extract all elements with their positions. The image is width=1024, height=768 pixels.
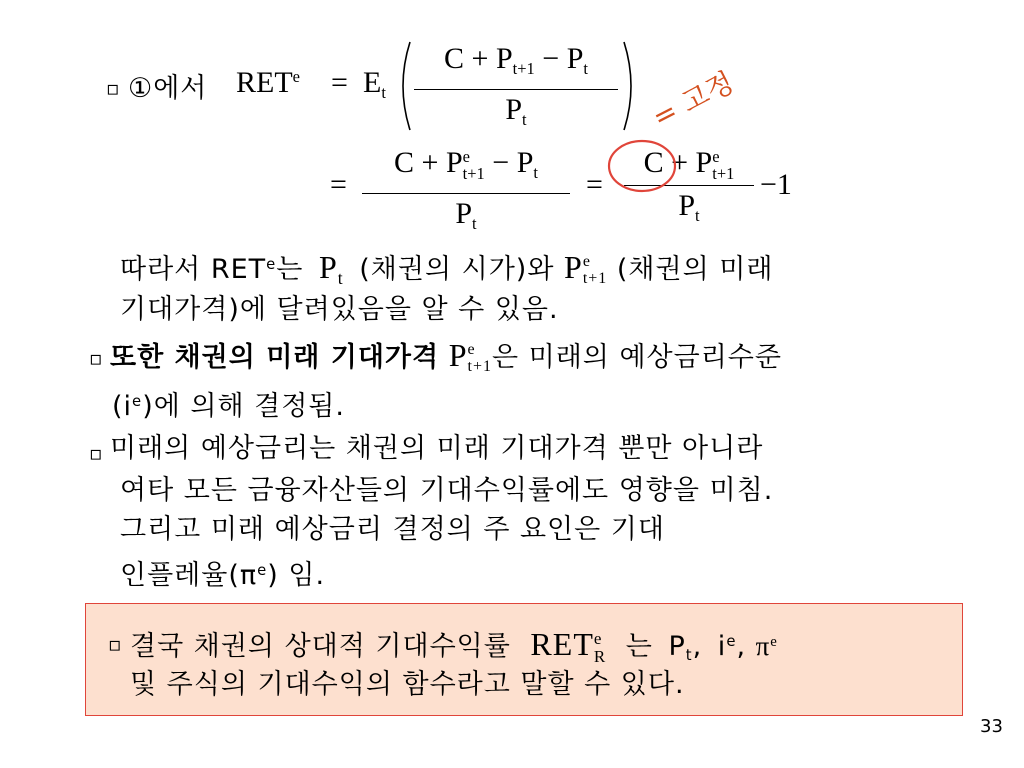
para3-line1: 미래의 예상금리는 채권의 미래 기대가격 뿐만 아니라 (110, 433, 764, 464)
fixed-annotation: = 고정 (647, 65, 740, 135)
bullet-marker: ▫ (89, 441, 103, 465)
fraction-2: C + P e t+1 − $P_t$ $P_t$ (362, 146, 570, 241)
para1-line2: 기대가격)에 달려있음을 알 수 있음. (120, 294, 559, 325)
para3-line2: 여타 모든 금융자산들의 기대수익률에도 영향을 미침. (120, 475, 774, 506)
minus-one: −1 (760, 168, 792, 201)
bullet-marker: ▫ (89, 346, 103, 370)
para3-line3: 그리고 미래 예상금리 결정의 주 요인은 기대 (120, 514, 665, 545)
para1-line1: 따라서 RET$^e$는 $P_t$ (채권의 시가)와 P e t+1 (채권의 미래 (120, 248, 774, 289)
conclusion-box (85, 603, 963, 716)
fraction-1: $C + P_{t+1} - P_t$ $P_t$ (414, 42, 618, 137)
para2-line2: $(i^e)$에 의해 결정됨. (112, 390, 345, 422)
box-line1: 결국 채권의 상대적 기대수익률 RET e R 는 $P_t$, $i^e$, $\pi^e$ (130, 625, 778, 666)
para2-line1: 또한 채권의 미래 기대가격 P e t+1 은 미래의 예상금리수준 (110, 337, 782, 375)
ret-e-symbol: RET$^e$ (236, 66, 300, 99)
left-paren (394, 40, 414, 132)
page-number: 33 (980, 716, 1003, 737)
equals-sign-2: = (330, 168, 347, 201)
bullet-marker: ▫ (106, 76, 120, 100)
fraction-3: C + P e t+1 $P_t$ (624, 146, 754, 233)
highlight-circle (606, 138, 678, 194)
expectation-operator: $E_t$ (363, 66, 386, 102)
circled-one-label: ①에서 (128, 73, 208, 104)
bullet-marker: ▫ (108, 632, 122, 656)
para3-line4: 인플레율$(\pi^e)$ 임. (120, 559, 326, 591)
equals-sign: = (331, 66, 348, 99)
equals-sign-3: = (586, 168, 603, 201)
box-line2: 및 주식의 기대수익의 함수라고 말할 수 있다. (130, 669, 685, 700)
right-paren (620, 40, 640, 132)
